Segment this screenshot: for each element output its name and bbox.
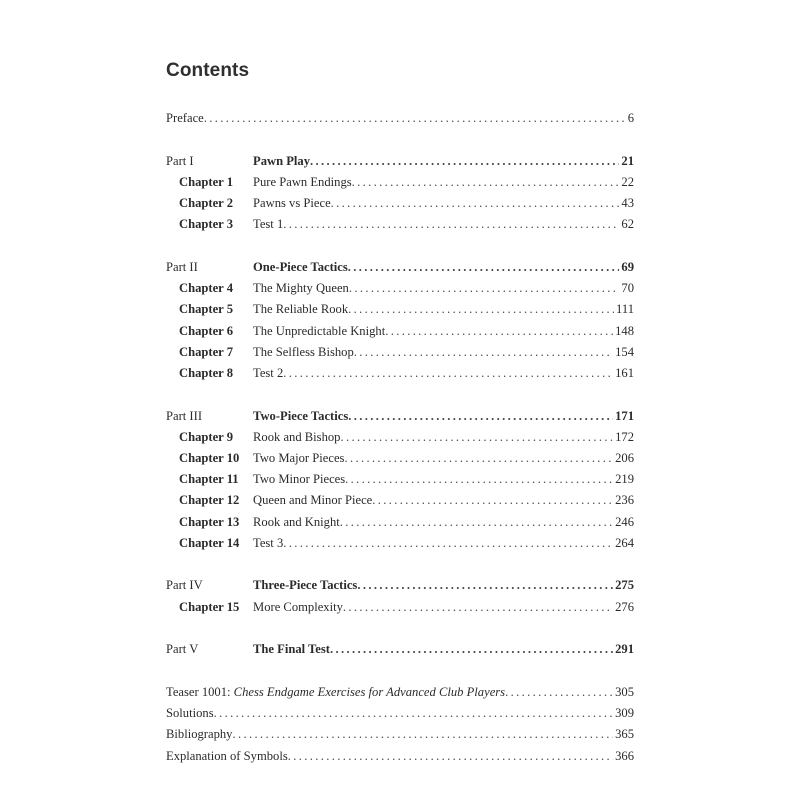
- part-title: Three-Piece Tactics: [253, 578, 358, 593]
- leader-dots: [505, 682, 613, 703]
- part-title: Two-Piece Tactics: [253, 408, 349, 423]
- chapter-title: Test 3: [253, 535, 284, 550]
- leader-dots: [331, 193, 620, 214]
- toc-chapter-5[interactable]: [166, 299, 634, 320]
- part-title: One-Piece Tactics: [253, 259, 348, 274]
- chapter-title: The Mighty Queen: [253, 281, 349, 296]
- toc-chapter-4[interactable]: [166, 278, 634, 299]
- entry-title: [166, 682, 505, 703]
- leader-dots: [348, 406, 613, 427]
- chapter-page: 148: [615, 323, 634, 338]
- chapter-title: More Complexity: [253, 599, 343, 614]
- part-label: Part I: [166, 153, 194, 168]
- leader-dots: [343, 597, 613, 618]
- leader-dots: [283, 533, 613, 554]
- toc-chapter-7[interactable]: [166, 342, 634, 363]
- chapter-page: 154: [615, 344, 634, 359]
- toc-chapter-6[interactable]: [166, 321, 634, 342]
- leader-dots: [310, 151, 619, 172]
- chapter-label: Chapter 12: [179, 493, 240, 508]
- chapter-page: 70: [621, 281, 634, 296]
- entry-title-prefix: Teaser 1001:: [166, 684, 234, 699]
- chapter-page: 161: [615, 365, 634, 380]
- leader-dots: [352, 172, 620, 193]
- chapter-label: Chapter 1: [179, 174, 233, 189]
- chapter-title: Rook and Bishop: [253, 429, 341, 444]
- chapter-page: 22: [621, 174, 634, 189]
- part-page: 69: [621, 259, 634, 274]
- entry-title: Solutions: [166, 706, 214, 721]
- chapter-title: Two Minor Pieces: [253, 472, 346, 487]
- leader-dots: [288, 746, 613, 767]
- entry-page: 6: [627, 111, 634, 125]
- chapter-title: Pawns vs Piece: [253, 196, 331, 211]
- toc-entry-teaser[interactable]: [166, 682, 634, 703]
- chapter-title: Pure Pawn Endings: [253, 174, 352, 189]
- leader-dots: [348, 257, 620, 278]
- toc-chapter-10[interactable]: [166, 448, 634, 469]
- chapter-title: Test 2: [253, 365, 284, 380]
- leader-dots: [344, 448, 613, 469]
- part-label: Part II: [166, 259, 198, 274]
- part-title: Pawn Play: [253, 153, 311, 168]
- part-page: 275: [615, 578, 634, 593]
- toc-entry-solutions[interactable]: [166, 703, 634, 724]
- leader-dots: [232, 724, 613, 745]
- chapter-title: Two Major Pieces: [253, 450, 345, 465]
- chapter-page: 246: [615, 514, 634, 529]
- chapter-title: Rook and Knight: [253, 514, 340, 529]
- chapter-page: 62: [621, 217, 634, 232]
- part-page: 21: [621, 153, 634, 168]
- toc-chapter-8[interactable]: [166, 363, 634, 384]
- part-page: 171: [615, 408, 634, 423]
- chapter-page: 219: [615, 472, 634, 487]
- toc-part-1[interactable]: [166, 151, 634, 172]
- chapter-label: Chapter 9: [179, 429, 233, 444]
- leader-dots: [348, 299, 614, 320]
- leader-dots: [354, 342, 613, 363]
- chapter-label: Chapter 8: [179, 365, 233, 380]
- leader-dots: [345, 469, 613, 490]
- table-of-contents: [166, 108, 634, 767]
- chapter-title: The Reliable Rook: [253, 302, 349, 317]
- entry-title: Bibliography: [166, 727, 233, 742]
- chapter-label: Chapter 5: [179, 302, 233, 317]
- toc-chapter-12[interactable]: [166, 490, 634, 511]
- toc-chapter-15[interactable]: [166, 597, 634, 618]
- chapter-title: The Selfless Bishop: [253, 344, 354, 359]
- toc-chapter-2[interactable]: [166, 193, 634, 214]
- chapter-title: Test 1: [253, 217, 284, 232]
- chapter-label: Chapter 2: [179, 196, 233, 211]
- chapter-label: Chapter 4: [179, 281, 233, 296]
- leader-dots: [330, 639, 613, 660]
- leader-dots: [385, 321, 613, 342]
- toc-part-4[interactable]: [166, 575, 634, 596]
- leader-dots: [340, 427, 613, 448]
- toc-part-3[interactable]: [166, 406, 634, 427]
- part-label: Part V: [166, 642, 199, 657]
- leader-dots: [214, 703, 614, 724]
- leader-dots: [340, 512, 613, 533]
- toc-part-5[interactable]: [166, 639, 634, 660]
- chapter-label: Chapter 10: [179, 450, 240, 465]
- leader-dots: [204, 108, 626, 129]
- chapter-label: Chapter 14: [179, 535, 240, 550]
- part-page: 291: [615, 642, 634, 657]
- chapter-label: Chapter 13: [179, 514, 240, 529]
- toc-chapter-1[interactable]: [166, 172, 634, 193]
- page-title: Contents: [166, 60, 250, 81]
- entry-title-italic: Chess Endgame Exercises for Advanced Club Players: [233, 684, 506, 699]
- toc-chapter-3[interactable]: [166, 214, 634, 235]
- part-label: Part IV: [166, 578, 203, 593]
- chapter-label: Chapter 6: [179, 323, 233, 338]
- part-label: Part III: [166, 408, 203, 423]
- entry-title: Preface: [166, 111, 204, 125]
- entry-page: 365: [615, 727, 634, 742]
- chapter-page: 172: [615, 429, 634, 444]
- chapter-label: Chapter 3: [179, 217, 233, 232]
- entry-page: 305: [615, 684, 634, 699]
- toc-chapter-14[interactable]: [166, 533, 634, 554]
- chapter-page: 236: [615, 493, 634, 508]
- chapter-page: 43: [621, 196, 634, 211]
- part-title: The Final Test: [253, 642, 330, 657]
- toc-entry-preface[interactable]: [166, 108, 634, 129]
- chapter-label: Chapter 7: [179, 344, 233, 359]
- entry-page: 309: [615, 706, 634, 721]
- toc-chapter-9[interactable]: [166, 427, 634, 448]
- chapter-page: 206: [615, 450, 634, 465]
- leader-dots: [372, 490, 613, 511]
- leader-dots: [283, 363, 613, 384]
- chapter-page: 264: [615, 535, 634, 550]
- toc-entry-symbols[interactable]: [166, 746, 634, 767]
- toc-part-2[interactable]: [166, 257, 634, 278]
- leader-dots: [283, 214, 619, 235]
- chapter-page: 111: [616, 302, 634, 317]
- entry-title: Explanation of Symbols: [166, 748, 288, 763]
- chapter-label: Chapter 11: [179, 472, 239, 487]
- leader-dots: [357, 575, 613, 596]
- entry-page: 366: [615, 748, 634, 763]
- chapter-title: The Unpredictable Knight: [253, 323, 386, 338]
- chapter-title: Queen and Minor Piece: [253, 493, 373, 508]
- leader-dots: [349, 278, 620, 299]
- toc-chapter-11[interactable]: [166, 469, 634, 490]
- chapter-page: 276: [615, 599, 634, 614]
- toc-chapter-13[interactable]: [166, 512, 634, 533]
- chapter-label: Chapter 15: [179, 599, 240, 614]
- toc-entry-bibliography[interactable]: [166, 724, 634, 745]
